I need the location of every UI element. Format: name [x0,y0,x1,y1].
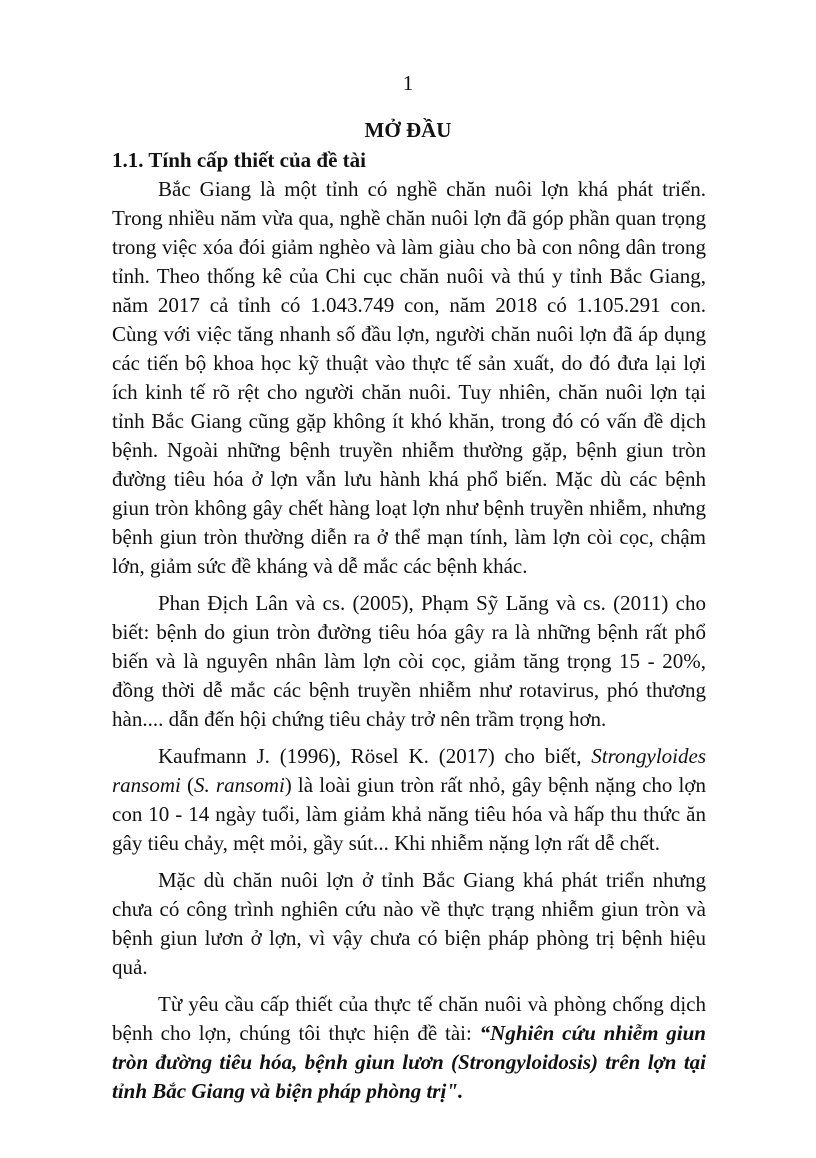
paragraph-4: Mặc dù chăn nuôi lợn ở tỉnh Bắc Giang khá phát triển nhưng chưa có công trình nghiên cứu nào về thực trạng nhiễm giun tròn và bệnh giun lươn ở lợn, vì vậy chưa có biện pháp phòng trị bệnh hiệu quả. [112,868,706,979]
paragraph-3-text-end: ) là loài giun tròn rất nhỏ, gây bệnh nặng cho lợn con 10 - 14 ngày tuổi, làm giảm khả năng tiêu hóa và hấp thu thức ăn gây tiêu chảy, mệt mỏi, gầy sút... Khi nhiễm nặng lợn rất dễ chết. [112,773,706,855]
paragraph-5-text: Từ yêu cầu cấp thiết của thực tế chăn nuôi và phòng chống dịch bệnh cho lợn, chúng tôi thực hiện đề tài: [112,992,706,1045]
species-name: Strongyloides ransomi [112,744,706,797]
section-heading: 1.1. Tính cấp thiết của đề tài [112,148,366,172]
paragraph-3 [112,742,706,858]
chapter-title: MỞ ĐẦU [364,118,452,142]
paragraph-1: Bắc Giang là một tỉnh có nghề chăn nuôi lợn khá phát triển. Trong nhiều năm vừa qua, nghề chăn nuôi lợn đã góp phần quan trọng trong việc xóa đói giảm nghèo và làm giàu cho bà con nông dân trong tỉnh. Theo thống kê của Chi cục chăn nuôi và thú y tỉnh Bắc Giang, năm 2017 cả tỉnh có 1.043.749 con, năm 2018 có 1.105.291 con. Cùng với việc tăng nhanh số đầu lợn, người chăn nuôi lợn đã áp dụng các tiến bộ khoa học kỹ thuật vào thực tế sản xuất, do đó đưa lại lợi ích kinh tế rõ rệt cho người chăn nuôi. Tuy nhiên, chăn nuôi lợn tại tỉnh Bắc Giang cũng gặp không ít khó khăn, trong đó có vấn đề dịch bệnh. Ngoài những bệnh truyền nhiễm thường gặp, bệnh giun tròn đường tiêu hóa ở lợn vẫn lưu hành khá phổ biến. Mặc dù các bệnh giun tròn không gây chết hàng loạt lợn như bệnh truyền nhiễm, nhưng bệnh giun tròn thường diễn ra ở thể mạn tính, làm lợn còi cọc, chậm lớn, giảm sức đề kháng và dễ mắc các bệnh khác. [112,177,706,578]
paragraph-2: Phan Địch Lân và cs. (2005), Phạm Sỹ Lăng và cs. (2011) cho biết: bệnh do giun tròn đường tiêu hóa gây ra là những bệnh rất phổ biến và là nguyên nhân làm lợn còi cọc, giảm tăng trọng 15 - 20%, đồng thời dễ mắc các bệnh truyền nhiễm như rotavirus, phó thương hàn.... dẫn đến hội chứng tiêu chảy trở nên trầm trọng hơn. [112,591,706,731]
paragraph-3-text-start: Kaufmann J. (1996), Rösel K. (2017) cho biết, [158,744,592,768]
paragraph-5 [112,990,706,1106]
thesis-title: “Nghiên cứu nhiễm giun tròn đường tiêu hóa, bệnh giun lươn (Strongyloidosis) trên lợn tại tỉnh Bắc Giang và biện pháp phòng trị". [112,1021,706,1103]
paragraph-3-paren-open: ( [180,773,195,797]
species-abbrev: S. ransomi [194,773,285,797]
page-number: 1 [402,71,414,95]
document-body [112,146,706,1106]
